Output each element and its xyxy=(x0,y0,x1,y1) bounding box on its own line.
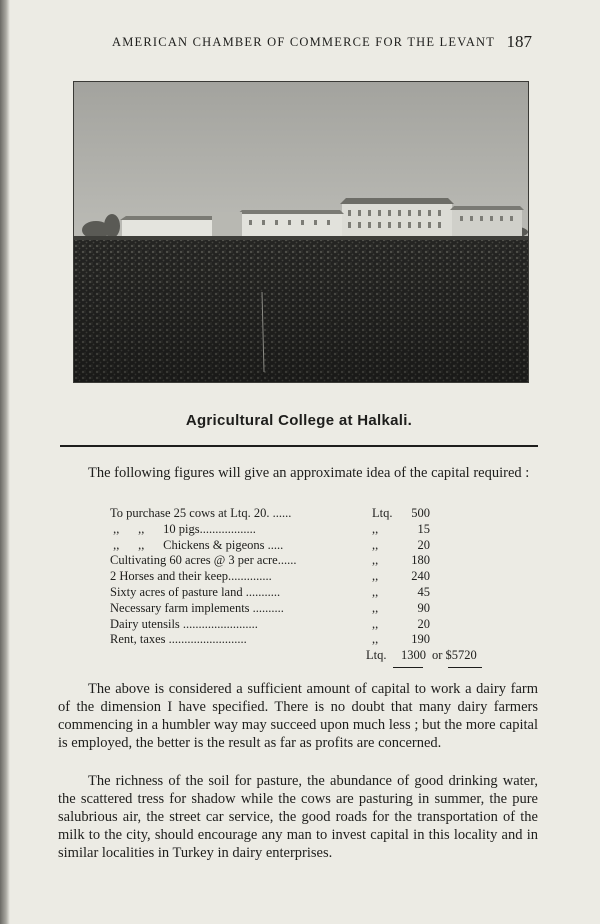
row-amount: 15 xyxy=(417,521,430,536)
row-unit: ,, xyxy=(372,616,379,631)
row-item: ,, ,, 10 pigs.................. xyxy=(110,521,256,536)
total-dollar-equivalent: or $5720 xyxy=(432,648,477,663)
paragraph-capital xyxy=(58,680,538,752)
intro-paragraph xyxy=(58,464,538,482)
table-row xyxy=(110,522,490,538)
table-row xyxy=(110,632,490,648)
row-unit: ,, xyxy=(372,584,379,599)
paragraph-locality-text: The richness of the soil for pasture, the abundance of good drinking water, the scattered tress for shadow while the cows are pasturing in summer, the pure salubrious air, the street car service, the good roads for the transportation of the milk to the city, should encourage any man to invest capital in this locality and in similar localities in Turkey in dairy enterprises. xyxy=(58,773,538,861)
page-spine-shadow xyxy=(0,0,10,924)
total-underline xyxy=(393,667,423,668)
row-amount: 20 xyxy=(417,537,430,552)
photograph-agricultural-college xyxy=(73,81,529,383)
row-item: To purchase 25 cows at Ltq. 20. ...... xyxy=(110,506,292,520)
table-row xyxy=(110,569,490,585)
intro-paragraph-text: The following figures will give an approximate idea of the capital required : xyxy=(88,465,530,481)
row-unit: ,, xyxy=(372,521,379,536)
row-unit: ,, xyxy=(372,553,379,568)
total-unit: Ltq. xyxy=(366,648,387,663)
paragraph-capital-text: The above is considered a sufficient amount of capital to work a dairy farm of the dimension I have specified. There is no doubt that many dairy farmers commencing in a humbler way may succeed upon much less ; but the more capital is employed, the better is the result as far as profits are concerned. xyxy=(58,681,538,751)
table-row xyxy=(110,585,490,601)
dollar-underline xyxy=(448,667,482,668)
table-row xyxy=(110,538,490,554)
total-amount: 1300 xyxy=(401,648,426,663)
running-title: AMERICAN CHAMBER OF COMMERCE FOR THE LEVANT xyxy=(112,35,496,49)
row-amount: 240 xyxy=(411,569,430,584)
row-amount: 90 xyxy=(417,600,430,615)
table-row xyxy=(110,601,490,617)
table-row xyxy=(110,553,490,569)
row-item: ,, ,, Chickens & pigeons ..... xyxy=(110,537,284,552)
row-item: Cultivating 60 acres @ 3 per acre...... xyxy=(110,553,297,568)
row-item: Rent, taxes ......................... xyxy=(110,632,247,647)
row-item: Sixty acres of pasture land ........... xyxy=(110,584,281,599)
row-amount: 45 xyxy=(417,584,430,599)
row-unit: ,, xyxy=(372,632,379,647)
figure-caption: Agricultural College at Halkali. xyxy=(185,412,413,429)
row-unit: ,, xyxy=(372,600,379,615)
row-item: 2 Horses and their keep.............. xyxy=(110,569,272,584)
row-amount: 500 xyxy=(411,506,430,520)
running-head xyxy=(112,32,532,54)
row-item: Dairy utensils ........................ xyxy=(110,616,258,631)
caption-rule xyxy=(60,445,538,447)
row-unit: ,, xyxy=(372,537,379,552)
row-item: Necessary farm implements .......... xyxy=(110,600,284,615)
paragraph-locality xyxy=(58,772,538,862)
capital-table xyxy=(110,506,490,666)
table-row xyxy=(110,617,490,633)
row-unit: Ltq. xyxy=(372,506,393,520)
page-number: 187 xyxy=(506,32,532,51)
table-row xyxy=(110,506,490,522)
row-amount: 190 xyxy=(411,632,430,647)
row-amount: 20 xyxy=(417,616,430,631)
row-unit: ,, xyxy=(372,569,379,584)
row-amount: 180 xyxy=(411,553,430,568)
table-total-row xyxy=(110,648,490,666)
